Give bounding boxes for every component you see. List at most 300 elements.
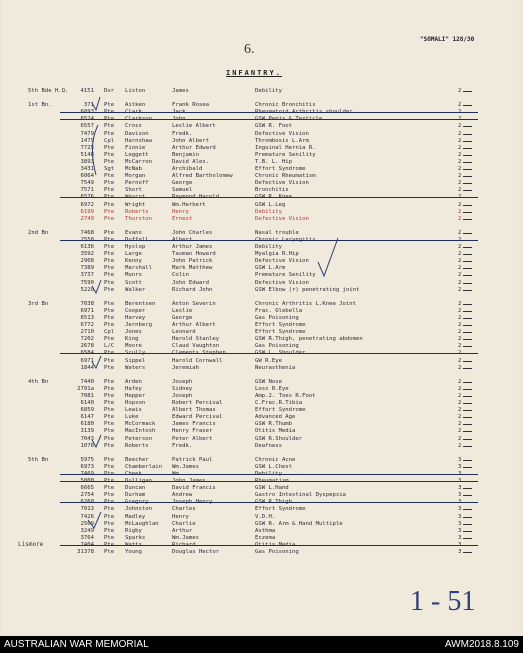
roll-cat: 2	[458, 364, 462, 371]
roll-rank: Pte	[104, 300, 115, 307]
roll-name: Hopson	[125, 400, 146, 406]
roll-no: 7479	[80, 130, 94, 137]
roll-name: McLaughlan	[125, 520, 159, 527]
ink-tick	[88, 512, 101, 528]
roll-given: David Alex.	[172, 158, 210, 165]
roll-given: Mark Matthew	[172, 265, 213, 272]
roll-name: Morgan	[125, 173, 146, 180]
roll-no: 7389	[80, 265, 94, 272]
roll-cat: 2	[458, 421, 462, 428]
roll-cat: 2	[458, 88, 462, 94]
roll-cond: Myalgia R.Hip	[255, 251, 299, 258]
roll-name: Cooper	[125, 307, 146, 314]
footer-bar	[0, 636, 523, 653]
roll-cat: 2	[458, 307, 462, 314]
roll-name: Marshall	[125, 265, 152, 272]
roll-cat: 2	[458, 151, 462, 158]
roll-given: Anton Severin	[172, 300, 216, 307]
roll-label: 5th Bde H.Q.	[28, 88, 69, 94]
roll-no: 3592	[80, 251, 94, 258]
roll-cat: 3	[458, 492, 462, 499]
roll-cond: Effort Syndrome	[255, 322, 306, 328]
roll-name: Evans	[125, 229, 142, 236]
roll-no: 6513	[80, 314, 94, 321]
roll-given: Jeremiah	[172, 364, 199, 371]
roll-cond: V.D.H.	[255, 513, 276, 520]
roll-name: Harvey	[125, 314, 146, 321]
roll-no: 31378	[77, 549, 94, 555]
roll-label: 3rd Bn	[28, 300, 49, 307]
roll-name: Lewis	[125, 407, 142, 414]
roll-cond: Gastro Intestinal Dyspepsia	[255, 492, 346, 499]
roll-cond: Loss R.Eye	[255, 385, 289, 392]
roll-name: McNab	[125, 166, 142, 172]
roll-no: 6557	[80, 123, 94, 130]
roll-rank: Pte	[104, 286, 115, 293]
roll-name: Roberts	[125, 208, 149, 215]
roll-rank: Pte	[104, 407, 115, 414]
roll-cat: 2	[458, 442, 462, 449]
stamp-text: Lismore	[18, 541, 44, 548]
roll-name: Moore	[125, 343, 142, 350]
roll-rank: Pte	[104, 421, 115, 428]
roll-cond: Defective Vision	[255, 215, 309, 222]
roll-cat: 2	[458, 229, 462, 236]
ink-tick	[92, 97, 100, 110]
roll-cond: Chronic Arthritis L.Knee Joint	[255, 300, 357, 307]
roll-cond: GSW R. Foot	[255, 123, 293, 130]
roll-no: 2908	[80, 258, 94, 265]
roll-no: 6665	[80, 485, 94, 492]
roll-rank: Pte	[104, 244, 115, 250]
roll-cat: 2	[458, 428, 462, 435]
roll-given: Harold Cornwall	[172, 357, 223, 364]
roll-name: Munro	[125, 272, 142, 279]
roll-rank: Pte	[104, 428, 115, 435]
roll-cat: 2	[458, 272, 462, 279]
roll-cat: 3	[458, 549, 462, 555]
roll-rank: Pte	[104, 520, 115, 527]
roll-cond: Gas Poisoning	[255, 549, 299, 555]
roll-rank: Pte	[104, 364, 115, 371]
ship-reference: "SOMALI" 128/30	[420, 36, 475, 43]
roll-no: 6199	[80, 208, 94, 215]
roll-cat: 2	[458, 286, 462, 293]
roll-name: Madley	[125, 513, 146, 520]
roll-rank: Pte	[104, 506, 115, 513]
roll-given: Archibald	[172, 166, 203, 172]
roll-no: 5975	[80, 456, 94, 463]
roll-rank: Pte	[104, 378, 115, 385]
roll-cat: 2	[458, 392, 462, 399]
roll-given: Claud Vaughton	[172, 343, 220, 350]
roll-cond: C.Frac.R.Tibia	[255, 400, 303, 406]
roll-rank: Pte	[104, 158, 115, 165]
roll-cat: 2	[458, 265, 462, 272]
roll-no: 7202	[80, 336, 94, 343]
roll-cat: 2	[458, 137, 462, 144]
roll-cat: 3	[458, 534, 462, 541]
roll-name: Arden	[125, 378, 142, 385]
roll-no: 6180	[80, 421, 94, 428]
roll-cat: 2	[458, 251, 462, 258]
roll-no: 6136	[80, 244, 94, 250]
roll-given: Benjamin	[172, 151, 199, 158]
roll-cat: 2	[458, 322, 462, 328]
roll-cond: Effort Syndrome	[255, 329, 306, 336]
roll-given: Fredk.	[172, 130, 193, 137]
roll-no: 7590	[80, 279, 94, 286]
roll-given: Arthur	[172, 527, 193, 534]
roll-given: Albert Thomas	[172, 407, 216, 414]
roll-given: David Francis	[172, 485, 216, 492]
ink-bracket	[92, 125, 98, 175]
roll-name: Kenny	[125, 258, 142, 265]
roll-cond: Nasal trouble	[255, 229, 299, 236]
roll-cat: 2	[458, 201, 462, 208]
roll-name: Duncan	[125, 485, 146, 492]
roll-cat: 2	[458, 400, 462, 406]
roll-cond: GSW Elbow (r) penetrating joint	[255, 286, 360, 293]
roll-given: John Charles	[172, 229, 213, 236]
roll-given: George	[172, 314, 193, 321]
roll-no: 6973	[80, 463, 94, 470]
roll-rank: Pte	[104, 414, 115, 421]
roll-given: Harold Stanley	[172, 336, 220, 343]
roll-cond: GSW L.Leg	[255, 201, 286, 208]
roll-name: Hepper	[125, 392, 146, 399]
roll-cat: 3	[458, 463, 462, 470]
roll-no: 6971	[80, 307, 94, 314]
roll-cond: Chronic Acne	[255, 456, 296, 463]
roll-rank: Pte	[104, 229, 115, 236]
roll-cond: GSW L.Arm	[255, 265, 286, 272]
roll-name: Finnie	[125, 144, 146, 151]
roll-given: Patrick Paul	[172, 456, 213, 463]
roll-rank: Pte	[104, 534, 115, 541]
roll-rank: Pte	[104, 102, 115, 109]
roll-no: 371	[83, 102, 94, 109]
roll-cond: Gas Poisoning	[255, 343, 299, 350]
roll-given: Fredk.	[172, 442, 193, 449]
roll-name: Aitken	[125, 102, 146, 109]
roll-rank: Pte	[104, 201, 115, 208]
roll-rank: Pte	[104, 549, 115, 555]
roll-given: Leonard	[172, 329, 196, 336]
roll-given: Arthur James	[172, 244, 213, 250]
document-title: INFANTRY.	[226, 69, 282, 77]
roll-name: Rigby	[125, 527, 142, 534]
roll-cond: Defective Vision	[255, 130, 309, 137]
roll-cond: Defective Vision	[255, 279, 309, 286]
roll-given: Joseph	[172, 392, 193, 399]
roll-cond: Thrombosis L.Arm	[255, 137, 309, 144]
roll-name: Large	[125, 251, 142, 258]
roll-given: Wm.James	[172, 463, 199, 470]
roll-cond: Premature Senility	[255, 272, 316, 279]
roll-given: James Francis	[172, 421, 216, 428]
roll-name: Short	[125, 187, 142, 194]
roll-cat: 2	[458, 357, 462, 364]
roll-name: McCarron	[125, 158, 152, 165]
roll-cat: 3	[458, 513, 462, 520]
roll-rank: Pte	[104, 492, 115, 499]
roll-given: Tasman Howard	[172, 251, 216, 258]
roll-cond: GSW R. Arm & Hand Multiple	[255, 520, 343, 527]
roll-cat: 2	[458, 343, 462, 350]
roll-no: 7549	[80, 180, 94, 187]
roll-cond: Effort Syndrome	[255, 506, 306, 513]
page-number: 6.	[244, 42, 255, 57]
roll-no: 6859	[80, 407, 94, 414]
roll-cond: GSW L.Hand	[255, 485, 289, 492]
roll-no: 7013	[80, 506, 94, 513]
roll-name: Wright	[125, 201, 146, 208]
roll-cat: 2	[458, 378, 462, 385]
roll-given: Douglas Hector	[172, 549, 220, 555]
roll-name: Sparks	[125, 534, 146, 541]
roll-cond: GSW L.Chest	[255, 463, 293, 470]
roll-rank: Cpl	[104, 329, 115, 336]
roll-rank: Pte	[104, 314, 115, 321]
roll-given: John Edward	[172, 279, 210, 286]
roll-cat: 2	[458, 258, 462, 265]
roll-cat: 2	[458, 158, 462, 165]
roll-name: Leggett	[125, 151, 149, 158]
roll-no: 3431	[80, 166, 94, 172]
roll-cat: 2	[458, 435, 462, 442]
roll-cond: GSW Nose	[255, 378, 282, 385]
roll-rank: Pte	[104, 485, 115, 492]
roll-cat: 2	[458, 385, 462, 392]
roll-no: 7725	[80, 144, 94, 151]
ink-check-mark	[318, 238, 338, 276]
roll-cat: 2	[458, 123, 462, 130]
roll-cond: Effort Syndrome	[255, 407, 306, 414]
roll-cat: 2	[458, 187, 462, 194]
roll-cond: Deafness	[255, 442, 282, 449]
roll-label: 4th Bn	[28, 378, 49, 385]
roll-rank: L/C	[104, 343, 115, 350]
roll-rank: Pte	[104, 123, 115, 130]
roll-cat: 2	[458, 336, 462, 343]
roll-cond: Frac. Olebella	[255, 307, 303, 314]
roll-rank: Pte	[104, 400, 115, 406]
roll-rank: Pte	[104, 173, 115, 180]
roll-rank: Pte	[104, 151, 115, 158]
roll-given: Frank Rosea	[172, 102, 210, 109]
roll-no: 2710	[80, 329, 94, 336]
roll-given: Sidney	[172, 385, 193, 392]
roll-name: Liston	[125, 88, 146, 94]
roll-label: 5th Bn	[28, 456, 49, 463]
roll-cond: Effort Syndrome	[255, 166, 306, 172]
roll-cat: 2	[458, 244, 462, 250]
roll-name: Young	[125, 549, 142, 555]
roll-no: 2754	[80, 492, 94, 499]
ink-tick	[92, 280, 101, 293]
roll-rank: Pte	[104, 463, 115, 470]
roll-given: Henry Fraser	[172, 428, 213, 435]
roll-cond: Amp.2. Toes R.Foot	[255, 392, 316, 399]
roll-no: 3737	[80, 272, 94, 279]
roll-cond: GW R.Eye	[255, 357, 282, 364]
roll-name: Walker	[125, 286, 146, 293]
roll-cat: 2	[458, 102, 462, 109]
footer-institution: AUSTRALIAN WAR MEMORIAL	[4, 639, 149, 650]
roll-rank: Pte	[104, 513, 115, 520]
roll-name: Thurston	[125, 215, 152, 222]
roll-given: Leslie Albert	[172, 123, 216, 130]
roll-no: 7468	[80, 229, 94, 236]
roll-name: Waters	[125, 364, 146, 371]
roll-no: 4151	[80, 88, 94, 94]
roll-name: Durham	[125, 492, 146, 499]
roll-no: 3249	[80, 527, 94, 534]
roll-given: Richard John	[172, 286, 213, 293]
roll-name: Roberts	[125, 442, 149, 449]
roll-rank: Dvr	[104, 88, 115, 94]
roll-cond: Debility	[255, 208, 282, 215]
roll-cond: Chronic Bronchitis	[255, 102, 316, 109]
roll-rank: Pte	[104, 322, 115, 328]
roll-cat: 2	[458, 144, 462, 151]
roll-no: 6064	[80, 173, 94, 180]
roll-given: John Patrick	[172, 258, 213, 265]
roll-cat: 2	[458, 173, 462, 180]
roll-no: 3893	[80, 158, 94, 165]
roll-rank: Pte	[104, 357, 115, 364]
roll-cond: Inguinal Hernia R.	[255, 144, 316, 151]
roll-no: 1076	[80, 442, 94, 449]
roll-cond: Advanced Age	[255, 414, 296, 421]
roll-rank: Pte	[104, 130, 115, 137]
roll-rank: Pte	[104, 215, 115, 222]
roll-given: Arthur Edward	[172, 144, 216, 151]
roll-cond: Premature Senility	[255, 151, 316, 158]
roll-no: 6140	[80, 400, 94, 406]
roll-rank: Pte	[104, 265, 115, 272]
roll-no: 1844	[80, 364, 94, 371]
roll-name: McCormack	[125, 421, 156, 428]
roll-name: Jones	[125, 329, 142, 336]
ink-tick	[92, 435, 101, 447]
roll-given: Henry	[172, 513, 189, 520]
roll-given: Joseph	[172, 378, 193, 385]
roll-no: 6971	[80, 357, 94, 364]
roll-cond: Defective Vision	[255, 258, 309, 265]
roll-rank: Pte	[104, 442, 115, 449]
roll-name: Hafey	[125, 385, 142, 392]
roll-no: 7440	[80, 378, 94, 385]
roll-no: 3764	[80, 534, 94, 541]
roll-no: 2509	[80, 520, 94, 527]
roll-no: 7571	[80, 187, 94, 194]
roll-cat: 2	[458, 407, 462, 414]
roll-cat: 3	[458, 485, 462, 492]
roll-no: 2791a	[77, 385, 94, 392]
roll-name: Jernberg	[125, 322, 152, 328]
roll-given: Peter Albert	[172, 435, 213, 442]
roll-name: Beecher	[125, 456, 149, 463]
roll-name: Johnston	[125, 506, 152, 513]
roll-rank: Pte	[104, 272, 115, 279]
roll-name: Harnshaw	[125, 137, 152, 144]
roll-given: Ernest	[172, 215, 193, 222]
roll-cat: 3	[458, 520, 462, 527]
roll-name: MacIntosh	[125, 428, 156, 435]
roll-no: 7043	[80, 435, 94, 442]
roll-no: 2749	[80, 215, 94, 222]
roll-no: 7426	[80, 513, 94, 520]
roll-rank: Pte	[104, 251, 115, 258]
roll-cat: 3	[458, 527, 462, 534]
roll-given: George	[172, 180, 193, 187]
roll-rank: Pte	[104, 336, 115, 343]
roll-name: Chamberlain	[125, 463, 163, 470]
roll-no: 6972	[80, 201, 94, 208]
roll-name: Sippel	[125, 357, 146, 364]
roll-given: Robert Percival	[172, 400, 223, 406]
roll-rank: Pte	[104, 435, 115, 442]
roll-cat: 3	[458, 456, 462, 463]
roll-no: 7081	[80, 392, 94, 399]
roll-cond: Debility	[255, 88, 282, 94]
roll-given: Charles	[172, 506, 196, 513]
roll-cat: 2	[458, 300, 462, 307]
roll-cond: Debility	[255, 244, 282, 250]
roll-cat: 2	[458, 279, 462, 286]
roll-label: 1st Bn.	[28, 102, 52, 109]
roll-given: Samuel	[172, 187, 193, 194]
roll-given: Leslie	[172, 307, 193, 314]
roll-cond: GSW R.Shoulder	[255, 435, 303, 442]
roll-rank: Pte	[104, 144, 115, 151]
roll-cond: Chronic Rheumatism	[255, 173, 316, 180]
roll-cond: GSW R.Thumb	[255, 421, 293, 428]
roll-given: Colin	[172, 272, 189, 279]
roll-cond: Neurasthenia	[255, 364, 296, 371]
roll-rank: Pte	[104, 385, 115, 392]
roll-rank: Sgt	[104, 166, 115, 172]
ink-tick	[92, 356, 101, 368]
roll-given: John Albert	[172, 137, 210, 144]
roll-rank: Pte	[104, 187, 115, 194]
roll-cond: Defective Vision	[255, 180, 309, 187]
footer-accession-number: AWM2018.8.109	[444, 639, 519, 650]
roll-rank: Pte	[104, 527, 115, 534]
roll-name: Berentsen	[125, 300, 156, 307]
roll-name: Davison	[125, 130, 149, 137]
roll-cond: Gas Poisoning	[255, 314, 299, 321]
roll-rank: Pte	[104, 180, 115, 187]
roll-rank: Pte	[104, 208, 115, 215]
roll-cat: 2	[458, 329, 462, 336]
roll-given: Arthur Albert	[172, 322, 216, 328]
roll-cond: Asthma	[255, 527, 276, 534]
roll-given: Alfred Bartholomew	[172, 173, 233, 180]
roll-no: 6147	[80, 414, 94, 421]
roll-no: 6772	[80, 322, 94, 328]
roll-rank: Pte	[104, 456, 115, 463]
roll-name: Pernoff	[125, 180, 149, 187]
roll-no: 3139	[80, 428, 94, 435]
roll-given: Andrew	[172, 492, 193, 499]
roll-cond: GSW R.Thigh, penetrating abdomen	[255, 336, 363, 343]
roll-name: Scott	[125, 279, 142, 286]
roll-no: 1479	[80, 137, 94, 144]
roll-cat: 2	[458, 208, 462, 215]
